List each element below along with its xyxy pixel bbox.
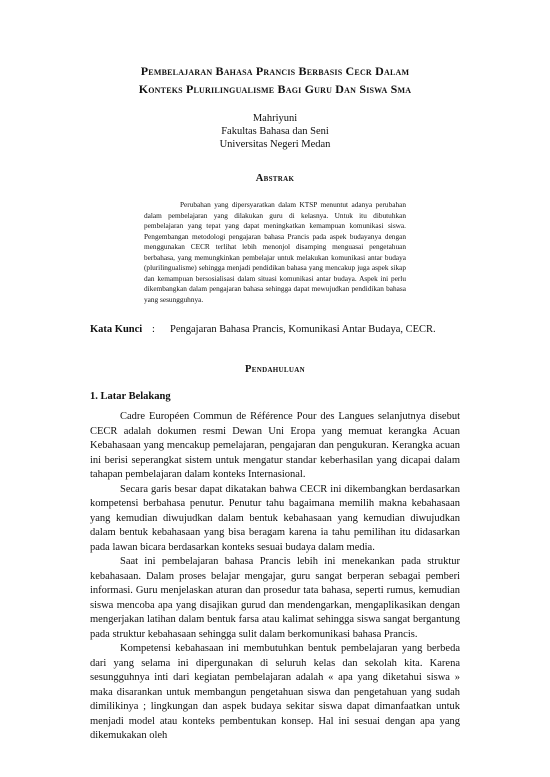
paragraph: Secara garis besar dapat dikatakan bahwa CECR ini dikembangkan berdasarkan kompetensi berbahasa penutur. Penutur tahu bagaimana memilih makna kebahasaan yang kemudian diwujudkan dalam bentuk kebahasaan yang kemudian diwujudkan dalam bentuk kebahasaan yang bisa beragam karena ia tahu pemilihan itu didasarkan pada lawan bicara berdasarkan konteks sesuai budaya dalam media. <box>90 483 460 553</box>
introduction-heading: Pendahuluan <box>245 364 305 375</box>
paragraph: Cadre Européen Commun de Référence Pour des Langues selanjutnya disebut CECR adalah dokumen resmi Dewan Uni Eropa yang memuat kerangka Acuan Kebahasaan yang mencakup pemelajaran, pengajaran dan pengukuran. Kerangka acuan ini berisi seperangkat sistem untuk mengatur standar keberhasilan yang dicapai dalam tahapan pembelajaran dalam konteks Internasional. <box>90 411 460 480</box>
author-block <box>90 112 460 151</box>
paragraph: Kompetensi kebahasaan ini membutuhkan bentuk pembelajaran yang berbeda dari yang selama ini dipergunakan di seluruh kelas dan sekolah kita. Karena sesungguhnya inti dari kegiatan pembelajaran adalah « apa yang diketahui siswa » maka disarankan untuk membangun pengetahuan siswa dan pengetahuan yang sudah dimilikinya ; lingkungan dan aspek budaya sekitar siswa dapat dimanfaatkan untuk menjadi model atau konteks pembentukan konsep. Hal ini sesuai dengan apa yang dikemukakan oleh <box>90 643 460 741</box>
keywords-label: Kata Kunci <box>90 324 143 335</box>
author-university: Universitas Negeri Medan <box>219 139 331 150</box>
title-line-1: Pembelajaran Bahasa Prancis Berbasis Cecr Dalam <box>140 64 410 78</box>
abstract-text: Perubahan yang dipersyaratkan dalam KTSP menuntut adanya perubahan dalam pembelajaran yang dilakukan guru di kelasnya. Untuk itu dibutuhkan pembelajaran yang tepat yang dapat meningkatkan kemampuan komunikasi siswa. Pengembangan metodologi pengajaran bahasa Prancis pada aspek budayanya dengan menggunakan CECR terlihat lebih menonjol disamping menguasai pengetahuan berbahasa, yang memungkinkan pembelajar untuk melakukan komunikasi antar budaya (plurilingualisme) sehingga menjadi pendidikan bahasa yang mencakup juga aspek sikap dan kemampuan bersosialisasi dalam situasi komunikasi antar budaya. Aspek ini perlu dikembangkan dalam pengajaran bahasa sehingga dapat mewujudkan pendidikan bahasa yang sesungguhnya. <box>144 200 406 304</box>
abstract-heading: Abstrak <box>255 173 295 184</box>
keywords-text: Pengajaran Bahasa Prancis, Komunikasi Antar Budaya, CECR. <box>170 324 436 335</box>
author-faculty: Fakultas Bahasa dan Seni <box>221 126 329 137</box>
paper-title <box>90 62 460 98</box>
section-heading: 1. Latar Belakang <box>90 391 171 402</box>
document-page <box>90 62 460 744</box>
title-line-2: Konteks Plurilingualisme Bagi Guru Dan Siswa Sma <box>138 82 412 96</box>
paragraph: Saat ini pembelajaran bahasa Prancis lebih ini menekankan pada struktur kebahasaan. Dalam proses belajar mengajar, guru sangat berperan sebagai pemberi informasi. Guru menjelaskan aturan dan prosedur tata bahasa, seperti rumus, kemudian siswa mencoba apa yang disajikan gurud dan mendengarkan, mengaplikasikan dengan mengerjakan latihan dalam bentuk farsa atau kalimat sehingga siswa sangat bergantung pada struktur kebahasaan sehingga sulit dalam berkomunikasi bahasa Prancis. <box>90 556 460 640</box>
keywords-colon: : <box>152 324 155 335</box>
body-text <box>90 410 460 744</box>
author-name: Mahriyuni <box>252 113 298 124</box>
keywords-row <box>90 323 460 336</box>
